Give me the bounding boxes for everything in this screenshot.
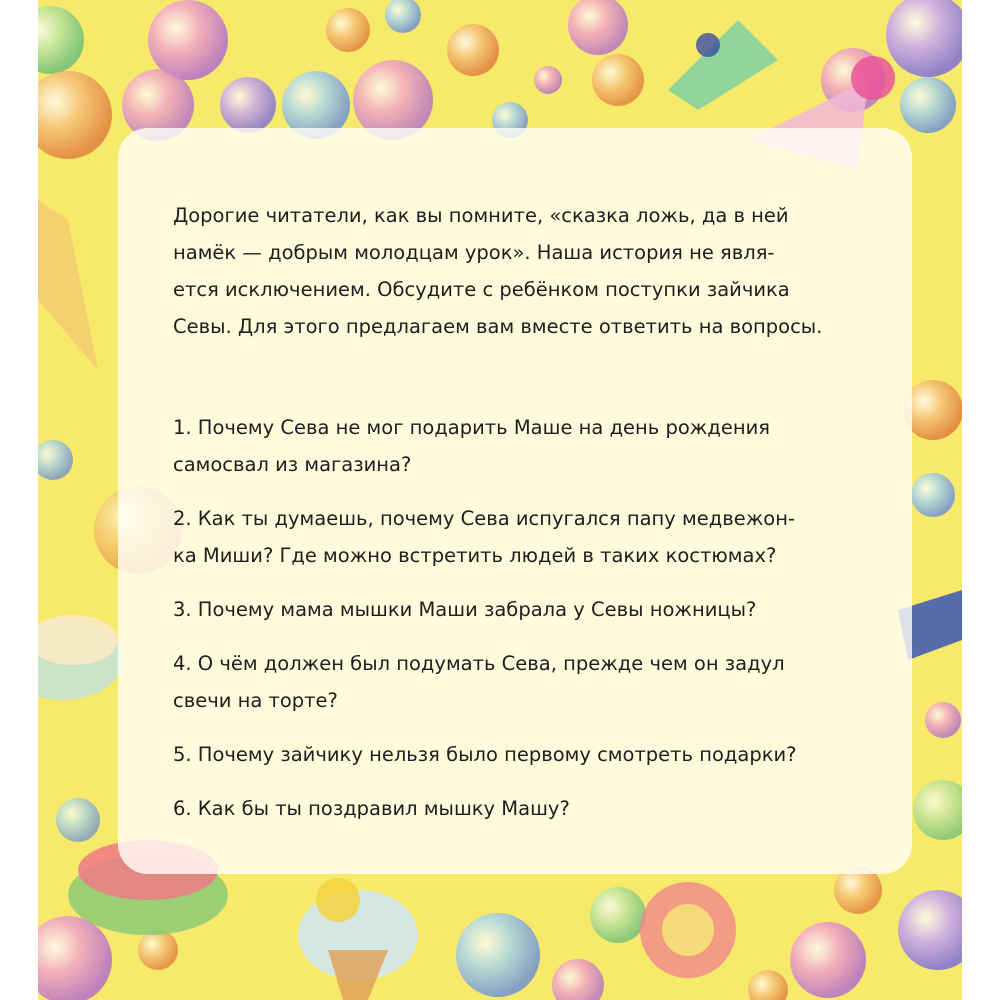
text-block xyxy=(173,197,893,844)
question-item xyxy=(173,409,893,483)
question-item xyxy=(173,500,893,574)
question-line: ка Миши? Где можно встретить людей в таких костюмах? xyxy=(173,544,777,567)
question-line: свечи на торте? xyxy=(173,689,338,712)
question-item xyxy=(173,736,893,773)
question-line: 6. Как бы ты поздравил мышку Машу? xyxy=(173,797,570,820)
question-line: 2. Как ты думаешь, почему Сева испугался папу медвежон- xyxy=(173,507,795,530)
intro-line: ется исключением. Обсудите с ребёнком поступки зайчика xyxy=(173,278,790,301)
intro-line: Дорогие читатели, как вы помните, «сказка ложь, да в ней xyxy=(173,204,789,227)
question-line: 4. О чём должен был подумать Сева, прежде чем он задул xyxy=(173,652,785,675)
intro-paragraph xyxy=(173,197,893,345)
question-line: 5. Почему зайчику нельзя было первому смотреть подарки? xyxy=(173,743,797,766)
question-line: 3. Почему мама мышки Маши забрала у Севы ножницы? xyxy=(173,598,757,621)
question-item xyxy=(173,591,893,628)
book-page xyxy=(38,0,962,1000)
intro-line: намёк — добрым молодцам урок». Наша история не явля- xyxy=(173,241,775,264)
intro-line: Севы. Для этого предлагаем вам вместе ответить на вопросы. xyxy=(173,315,823,338)
questions-list xyxy=(173,409,893,827)
question-item xyxy=(173,645,893,719)
question-line: 1. Почему Сева не мог подарить Маше на день рождения xyxy=(173,416,770,439)
question-item xyxy=(173,790,893,827)
question-line: самосвал из магазина? xyxy=(173,453,412,476)
